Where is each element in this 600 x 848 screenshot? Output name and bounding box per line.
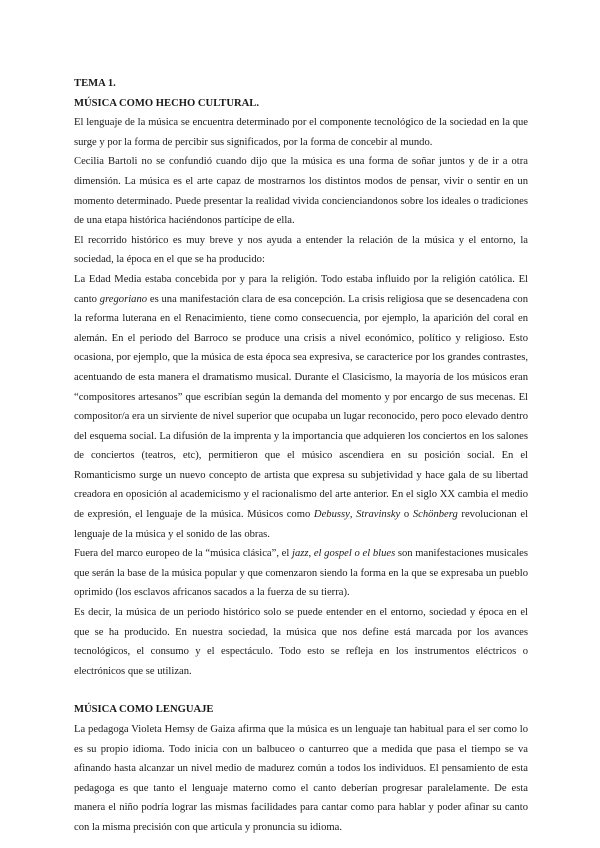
paragraph-4: [74, 270, 528, 544]
text-run: Fuera del marco europeo de la “música clásica”, el: [74, 548, 293, 560]
text-run: ,: [349, 509, 357, 521]
italic-composer: Schönberg: [412, 509, 458, 521]
paragraph-5: [74, 544, 528, 603]
text-run: revolucionan el lenguaje de la música y el sonido de las obras.: [74, 509, 529, 540]
text-run: La Edad Media estaba concebida por y para la religión. Todo estaba influido por la religión católica. El canto: [74, 273, 528, 305]
section-title-cultural: MÚSICA COMO HECHO CULTURAL.: [74, 97, 260, 109]
paragraph-1: El lenguaje de la música se encuentra determinado por el componente tecnológico de la sociedad en la que surge y por la forma de percibir sus significados, por la forma de concebir al mundo.: [74, 117, 528, 148]
paragraph-7: La pedagoga Violeta Hemsy de Gaiza afirma que la música es un lenguaje tan habitual para el ser como lo es su propio idioma. Todo inicia con un balbuceo o canturreo que a medida que pasa el tiempo se va afinando hasta alcanzar un nivel medio de madurez común a todos los individuos. El pensamiento de esta pedagoga es que tanto el lenguaje materno como el canto deberían progresar paralelamente. De esta manera el niño podría lograr las mismas facilidades para cantar como para hablar y poder afinar su canto con la misma precisión con que articula y pronuncia su idioma.: [74, 724, 528, 833]
section-title-language: MÚSICA COMO LENGUAJE: [74, 704, 214, 716]
text-run: o: [400, 509, 413, 521]
italic-term: gregoriano: [99, 293, 148, 305]
paragraph-6: Es decir, la música de un periodo histórico solo se puede entender en el entorno, sociedad y época en el que se ha producido. En nuestra sociedad, la música que nos define está marcada por los avances tecnológicos, el consumo y el espectáculo. Todo esto se refleja en los instrumentos eléctricos o electrónicos que se utilizan.: [74, 607, 528, 677]
italic-genres: jazz, el gospel o el blues: [292, 548, 396, 560]
topic-number: TEMA 1.: [74, 78, 116, 89]
paragraph-3: El recorrido histórico es muy breve y nos ayuda a entender la relación de la música y el entorno, la sociedad, la época en el que se ha producido:: [74, 234, 528, 266]
italic-composer: Debussy: [313, 509, 350, 521]
italic-composer: Stravinsky: [356, 509, 401, 521]
paragraph-2: Cecilia Bartoli no se confundió cuando dijo que la música es una forma de soñar juntos y de ir a otra dimensión. La música es el arte capaz de mostrarnos los distintos modos de pensar, vivir o sentir en un momento determinado. Puede presentar la realidad vivida concienciandonos sobre los ideales o tradiciones de una etapa histórica haciéndonos partícipe de ella.: [74, 156, 528, 227]
text-run: son manifestaciones musicales que serán la base de la música popular y que comenzaron siendo la forma en la que se expresaba un pueblo oprimido (los esclavos africanos sacados a la fuerza de su tierra).: [74, 548, 529, 599]
section-spacer: [74, 681, 528, 700]
text-run: es una manifestación clara de esa concepción. La crisis religiosa que se desencadena con la reforma luterana en el Renacimiento, tiene como consecuencia, por ejemplo, la aparición del coral en alemán. En el periodo del Barroco se produce una crisis a nivel económico, político y religioso. Esto ocasiona, por ejemplo, que la música de esta época sea expresiva, se caracterice por los grandes contrastes, acentuando de esta manera el dramatismo musical. Durante el Clasicismo, la mayoría de los músicos eran “compositores artesanos” que escribían según la demanda del momento y por encargo de sus mecenas. El compositor/a era un sirviente de nivel superior que ocupaba un lugar reconocido, pero poco elevado dentro del esquema social. La difusión de la imprenta y la importancia que adquieren los conciertos en los salones de conciertos (teatros, etc), permitieron que el músico ascendiera en su posición social. En el Romanticismo surge un nuevo concepto de artista que expresa su subjetividad y hace gala de su libertad creadora en oposición al academicismo y el racionalismo del arte anterior. En el siglo XX cambia el medio de expresión, el lenguaje de la música. Músicos como: [74, 293, 528, 521]
